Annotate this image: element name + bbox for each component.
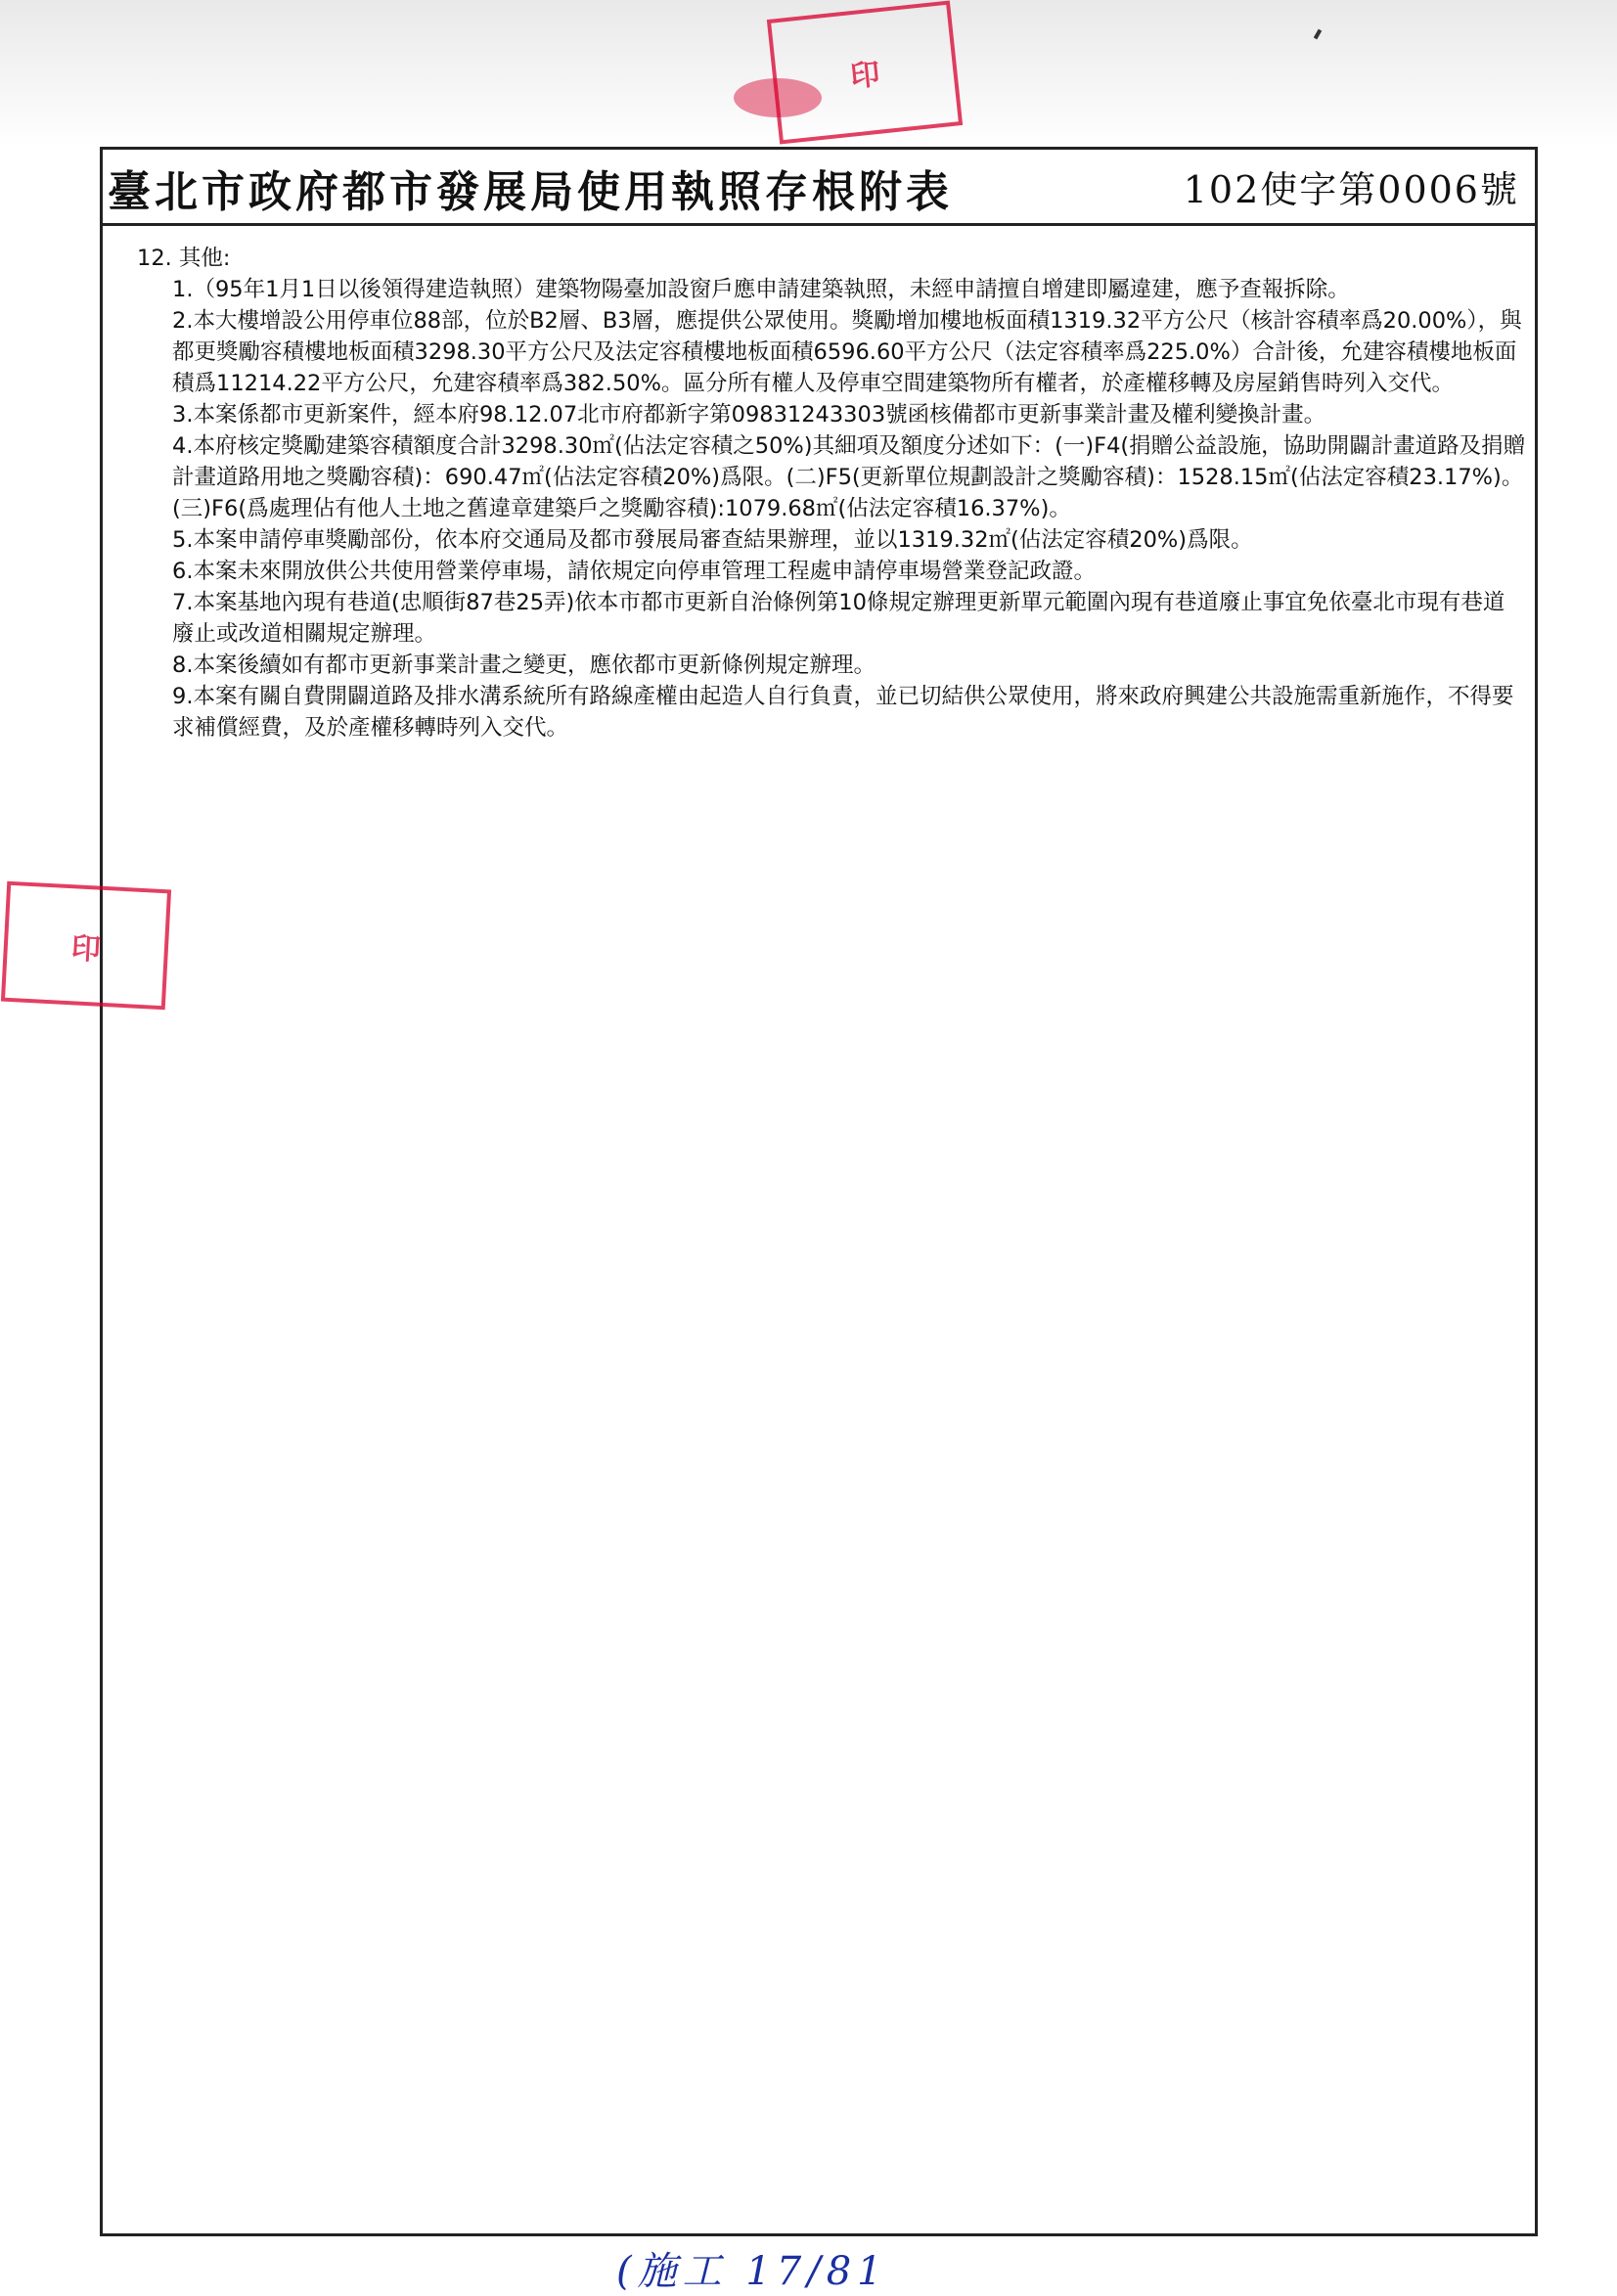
note-item: 8.本案後續如有都市更新事業計畫之變更，應依都市更新條例規定辦理。: [172, 653, 876, 678]
note-item: 6.本案未來開放供公共使用營業停車場，請依規定向停車管理工程處申請停車場營業登記政證。: [172, 559, 1096, 584]
section-heading: 12. 其他:: [137, 246, 231, 271]
notes-list: [137, 274, 1526, 743]
note-item: 2.本大樓增設公用停車位88部，位於B2層、B3層，應提供公眾使用。獎勵增加樓地板面積1319.32平方公尺（核計容積率爲20.00%），與都更獎勵容積樓地板面積3298.30平方公尺及法定容積樓地板面積6596.60平方公尺（法定容積率爲225.0%）合計後，允建容積樓地板面積爲11214.22平方公尺，允建容積率爲382.50%。區分所有權人及停車空間建築物所有權者，於產權移轉及房屋銷售時列入交代。: [172, 308, 1522, 396]
note-item: 4.本府核定獎勵建築容積額度合計3298.30㎡(佔法定容積之50%)其細項及額度分述如下：(一)F4(捐贈公益設施，協助開闢計畫道路及捐贈計畫道路用地之獎勵容積)：690.47㎡(佔法定容積20%)爲限。(二)F5(更新單位規劃設計之獎勵容積)：1528.15㎡(佔法定容積23.17%)。(三)F6(爲處理佔有他人土地之舊違章建築戶之獎勵容積):1079.68㎡(佔法定容積16.37%)。: [172, 433, 1526, 521]
official-seal-top: 印: [767, 1, 963, 145]
note-item: 3.本案係都市更新案件，經本府98.12.07北市府都新字第09831243303號函核備都市更新事業計畫及權利變換計畫。: [172, 402, 1326, 428]
handwritten-note: (施工 17/81: [616, 2249, 888, 2294]
document-title: 臺北市政府都市發展局使用執照存根附表: [108, 167, 953, 217]
permit-number: 102使字第0006號: [1183, 168, 1519, 211]
note-item: 9.本案有關自費開闢道路及排水溝系統所有路線產權由起造人自行負責，並已切結供公眾使用，將來政府興建公共設施需重新施作，不得要求補償經費，及於產權移轉時列入交代。: [172, 684, 1514, 741]
note-item: 1.（95年1月1日以後領得建造執照）建築物陽臺加設窗戶應申請建築執照，未經申請擅自增建即屬違建，應予查報拆除。: [172, 277, 1350, 302]
official-seal-left: 印: [1, 881, 171, 1011]
notes-section: [137, 243, 1526, 743]
note-item: 5.本案申請停車獎勵部份，依本府交通局及都市發展局審查結果辦理，並以1319.32㎡(佔法定容積20%)爲限。: [172, 527, 1253, 553]
note-item: 7.本案基地內現有巷道(忠順街87巷25弄)依本市都市更新自治條例第10條規定辦理更新單元範圍內現有巷道廢止事宜免依臺北市現有巷道廢止或改道相關規定辦理。: [172, 590, 1505, 647]
